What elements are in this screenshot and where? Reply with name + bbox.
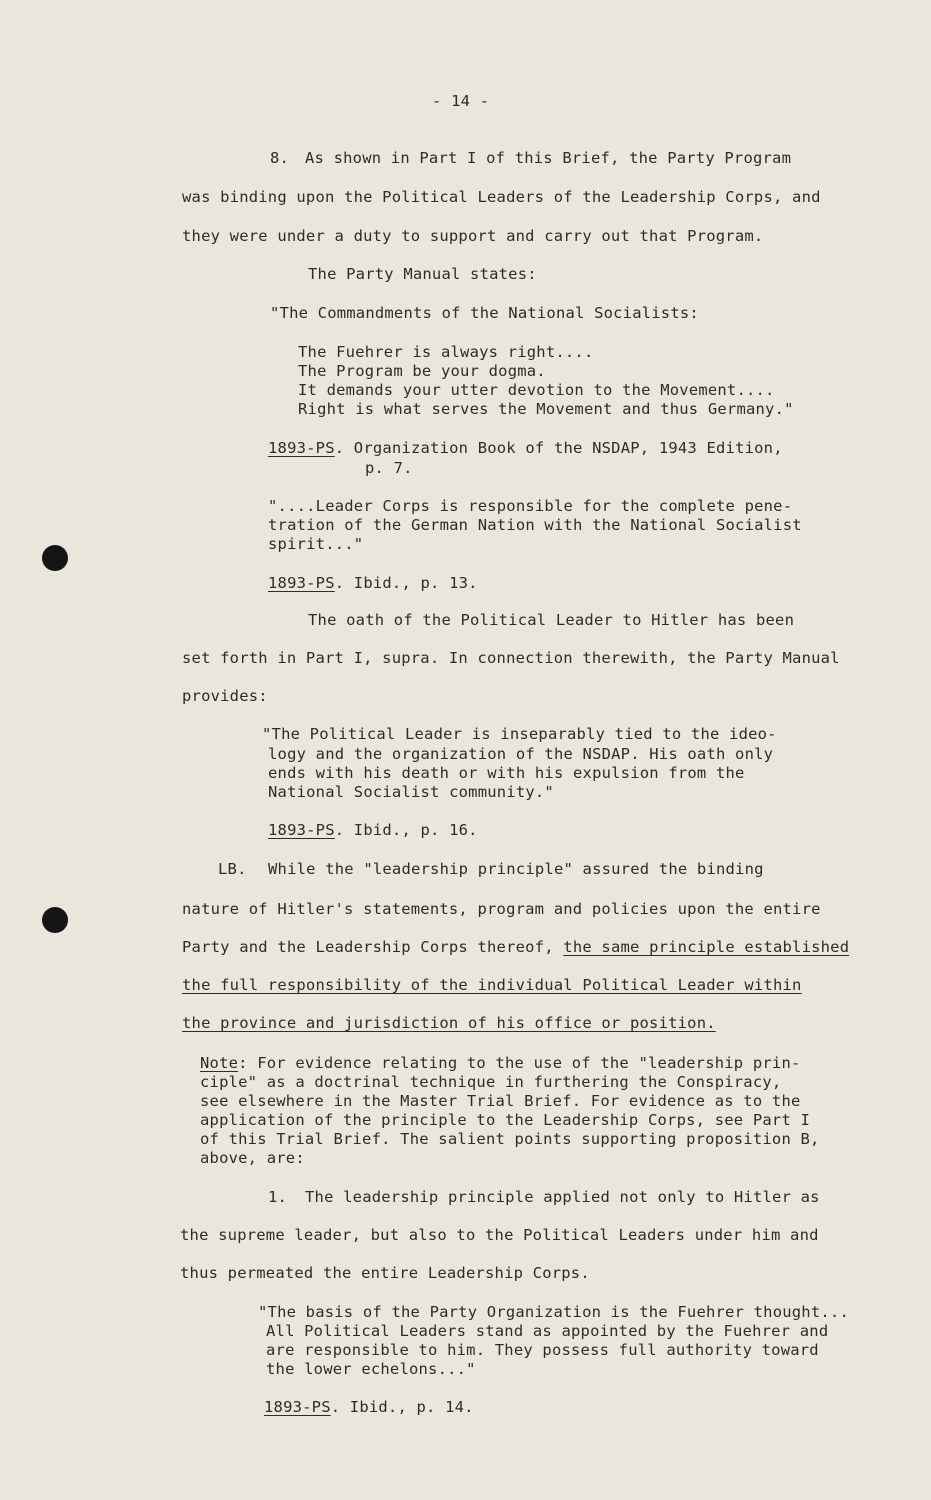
point1-line-3: thus permeated the entire Leadership Corps. [180,1264,590,1282]
manual-states: The Party Manual states: [308,265,537,283]
para8-line-1: As shown in Part I of this Brief, the Party Program [305,149,792,167]
paraB-number: LB. [218,860,247,878]
para8-number: 8. [270,149,290,167]
quote3-line-3: ends with his death or with his expulsion from the [268,764,745,782]
quote3-line-2: logy and the organization of the NSDAP. His oath only [268,745,774,763]
citation-2 [268,574,478,593]
punch-hole-top [42,545,68,571]
quote2-line-1: "....Leader Corps is responsible for the complete pene- [268,497,793,515]
citation-4-doc: 1893-PS [264,1398,331,1416]
point1-number: 1. [268,1188,288,1206]
quote4-line-4: the lower echelons..." [266,1360,476,1378]
paraB-line-3 [182,938,849,957]
quote2-line-3: spirit..." [268,535,364,553]
paraB-line-3-underlined: the same principle established [563,938,850,956]
commandment-line-2: The Program be your dogma. [298,362,546,380]
oath-line-1: The oath of the Political Leader to Hitler has been [308,611,795,629]
para8-line-3: they were under a duty to support and carry out that Program. [182,227,764,245]
quote4-line-2: All Political Leaders stand as appointed by the Fuehrer and [266,1322,829,1340]
citation-4-text: . Ibid., p. 14. [330,1398,474,1416]
note-line-6: above, are: [200,1149,305,1167]
quote4-line-3: are responsible to him. They possess full authority toward [266,1341,819,1359]
citation-1 [268,439,783,458]
page-number: - 14 - [432,92,490,110]
point1-line-1: The leadership principle applied not only to Hitler as [305,1188,820,1206]
paraB-line-1: While the "leadership principle" assured the binding [268,860,764,878]
paraB-line-3-plain: Party and the Leadership Corps thereof, [182,938,564,956]
note-line-1 [200,1054,801,1073]
punch-hole-bottom [42,907,68,933]
citation-4 [264,1398,474,1417]
quote3-line-1: "The Political Leader is inseparably tied to the ideo- [262,725,777,743]
citation-1-doc: 1893-PS [268,439,335,457]
note-line-1-text: : For evidence relating to the use of the "leadership prin- [238,1054,801,1072]
paraB-line-5: the province and jurisdiction of his office or position. [182,1014,716,1032]
citation-3-doc: 1893-PS [268,821,335,839]
oath-line-2: set forth in Part I, supra. In connection therewith, the Party Manual [182,649,840,667]
note-line-5: of this Trial Brief. The salient points supporting proposition B, [200,1130,820,1148]
point1-line-2: the supreme leader, but also to the Political Leaders under him and [180,1226,819,1244]
para8-line-2: was binding upon the Political Leaders of the Leadership Corps, and [182,188,821,206]
commandment-line-1: The Fuehrer is always right.... [298,343,594,361]
commandments-intro: "The Commandments of the National Socialists: [270,304,699,322]
quote4-line-1: "The basis of the Party Organization is the Fuehrer thought... [258,1303,849,1321]
commandment-line-3: It demands your utter devotion to the Movement.... [298,381,775,399]
citation-3 [268,821,478,840]
note-line-2: ciple" as a doctrinal technique in furthering the Conspiracy, [200,1073,782,1091]
oath-line-3: provides: [182,687,268,705]
quote2-line-2: tration of the German Nation with the National Socialist [268,516,802,534]
paraB-line-2: nature of Hitler's statements, program and policies upon the entire [182,900,821,918]
commandment-line-4: Right is what serves the Movement and thus Germany." [298,400,794,418]
note-line-3: see elsewhere in the Master Trial Brief. For evidence as to the [200,1092,801,1110]
paraB-line-4: the full responsibility of the individual Political Leader within [182,976,802,994]
citation-2-text: . Ibid., p. 13. [334,574,478,592]
citation-3-text: . Ibid., p. 16. [334,821,478,839]
citation-1-text: . Organization Book of the NSDAP, 1943 Edition, [334,439,783,457]
note-line-4: application of the principle to the Leadership Corps, see Part I [200,1111,811,1129]
note-label: Note [200,1054,239,1072]
quote3-line-4: National Socialist community." [268,783,554,801]
citation-2-doc: 1893-PS [268,574,335,592]
citation-1-page: p. 7. [365,459,413,477]
